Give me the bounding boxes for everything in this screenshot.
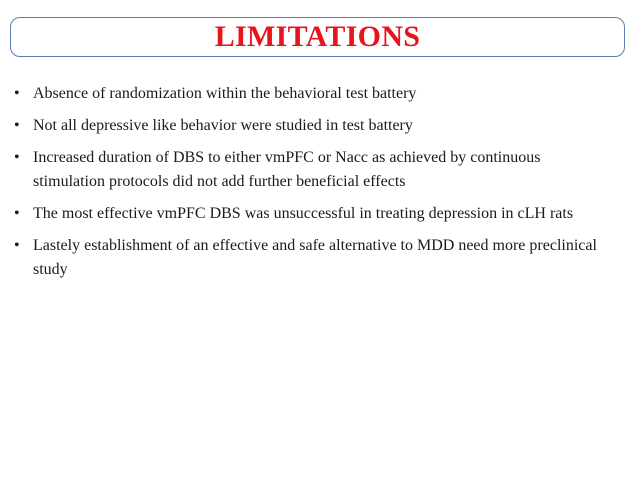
bullet-text: Not all depressive like behavior were studied in test battery [33,117,413,134]
bullet-point-icon: • [14,237,20,254]
slide-title: LIMITATIONS [214,20,421,53]
bullet-text: Increased duration of DBS to either vmPFC or Nacc as achieved by continuous stimulation protocols did not add further beneficial effects [33,149,541,190]
bullet-point-icon: • [14,205,20,222]
bullet-text: Absence of randomization within the behavioral test battery [33,85,417,102]
bullet-point-icon: • [14,117,20,134]
bullet-item [14,82,614,106]
bullet-item [14,202,614,226]
bullet-text: The most effective vmPFC DBS was unsuccessful in treating depression in cLH rats [33,205,574,222]
bullet-item [14,234,614,282]
title-box [10,17,625,57]
bullet-point-icon: • [14,85,20,102]
bullet-point-icon: • [14,149,20,166]
bullet-list [14,82,614,290]
bullet-item [14,146,614,194]
bullet-item [14,114,614,138]
bullet-text: Lastely establishment of an effective and safe alternative to MDD need more preclinical study [33,237,597,278]
